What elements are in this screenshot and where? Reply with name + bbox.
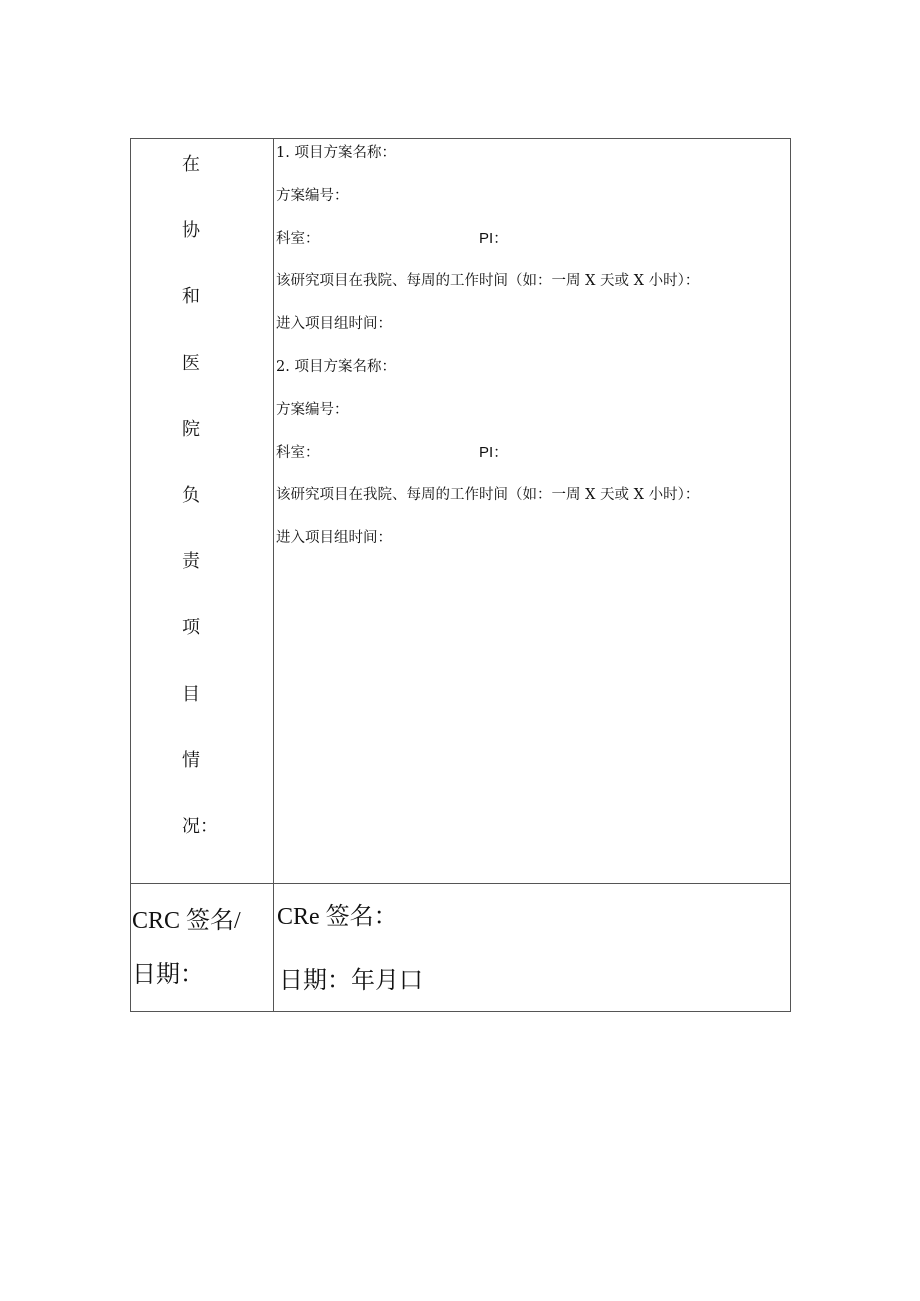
projects-row <box>131 139 791 884</box>
label-char: 项 <box>182 617 200 639</box>
project-1-name-label: 1. 项目方案名称： <box>276 145 396 161</box>
label-char: 院 <box>182 418 200 440</box>
vertical-label <box>131 139 273 883</box>
label-char: 和 <box>182 286 200 308</box>
crc-signature-label: CRC 签名/ <box>132 908 241 935</box>
label-char: 目 <box>182 683 200 705</box>
project-2-code-label: 方案编号： <box>276 401 349 418</box>
project-2-dept-pi-line <box>276 443 790 486</box>
label-char: 况： <box>182 815 218 837</box>
signature-row <box>131 884 791 1012</box>
cre-date-label: 日期：年月口 <box>279 968 423 995</box>
label-char: 情 <box>182 749 200 771</box>
project-1-time-label: 该研究项目在我院、每周的工作时间（如：一周 X 天或 X 小时）： <box>276 273 700 290</box>
project-2-time-label: 该研究项目在我院、每周的工作时间（如：一周 X 天或 X 小时）： <box>276 487 700 504</box>
project-2-dept-label: 科室： <box>276 444 320 461</box>
project-1-dept-label: 科室： <box>276 230 320 247</box>
project-details-cell <box>274 139 791 884</box>
project-2-join-label: 进入项目组时间： <box>276 530 392 547</box>
project-1-pi-label: PI： <box>479 229 509 247</box>
crc-signature-cell <box>131 884 274 1012</box>
project-2-pi-label: PI： <box>479 443 509 461</box>
label-char: 责 <box>182 551 200 573</box>
label-char: 负 <box>182 484 200 506</box>
crc-date-label: 日期： <box>132 962 204 989</box>
label-char: 医 <box>182 352 200 374</box>
project-1-dept-pi-line <box>276 229 790 272</box>
label-char: 在 <box>182 154 200 175</box>
project-1-join-label: 进入项目组时间： <box>276 316 392 333</box>
label-char: 协 <box>182 220 200 242</box>
crc-project-table <box>130 138 791 1012</box>
vertical-label-cell <box>131 139 274 884</box>
project-1-code-label: 方案编号： <box>276 187 349 204</box>
cre-signature-label: CRe 签名： <box>277 904 398 931</box>
project-2-name-label: 2. 项目方案名称： <box>276 358 396 375</box>
cre-signature-cell <box>274 884 791 1012</box>
